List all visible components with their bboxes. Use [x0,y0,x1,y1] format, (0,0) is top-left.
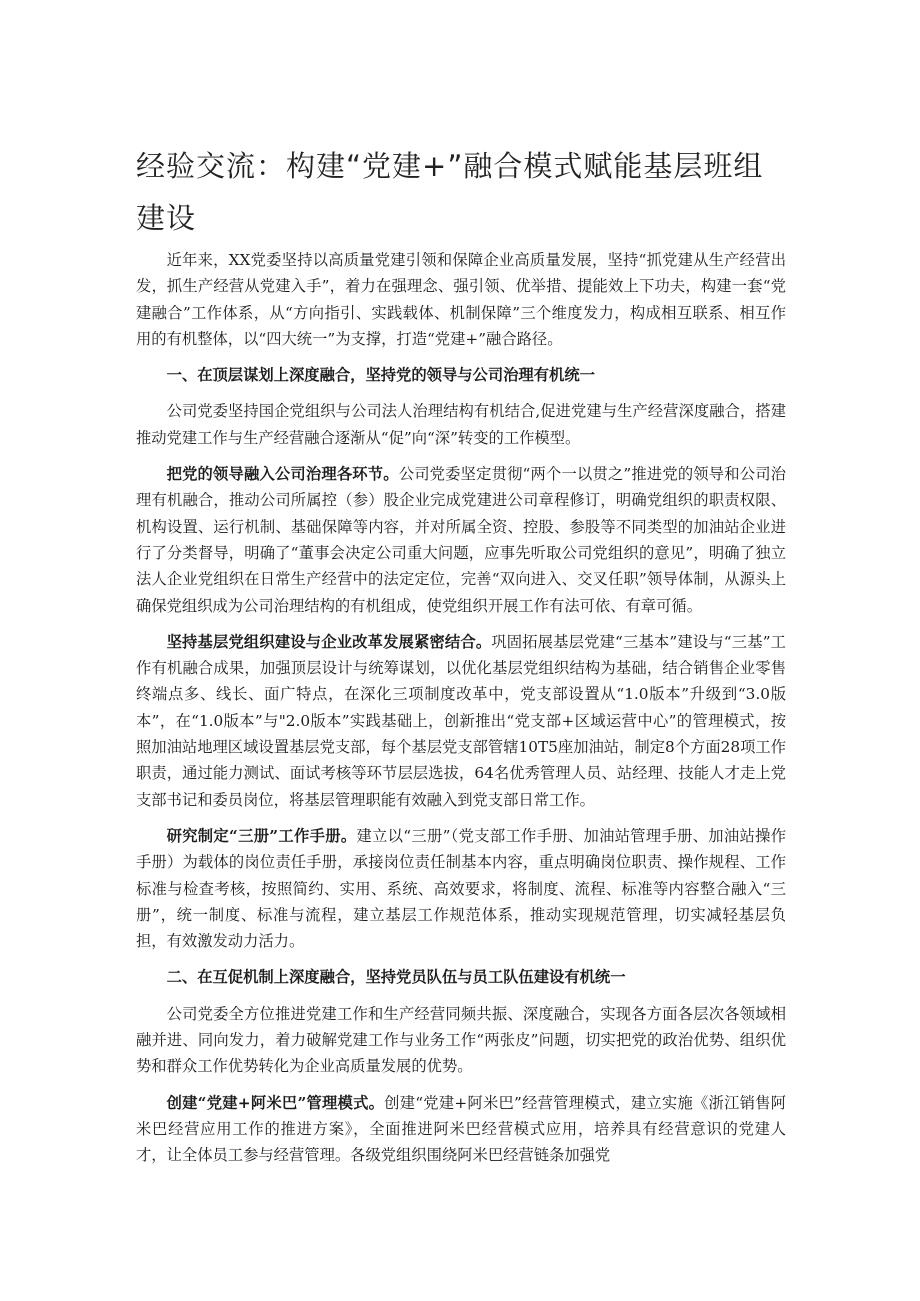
section-2-heading: 二、在互促机制上深度融合，坚持党员队伍与员工队伍建设有机统一 [166,968,626,987]
section-1-item-3 [136,823,786,954]
item-lead: 研究制定“三册”工作手册。 [166,826,357,845]
section-2-paragraph: 公司党委全方位推进党建工作和生产经营同频共振、深度融合，实现各方面各层次各领域相融并进、同向发力，着力破解党建工作与业务工作“两张皮”问题，切实把党的政治优势、组织优势和群众工作优势转化为企业高质量发展的优势。 [136,1004,786,1076]
item-text: 创建“党建+阿米巴”经营管理模式，建立实施《浙江销售阿米巴经营应用工作的推进方案》，全面推进阿米巴经营模式应用，培养具有经营意识的党建人才，让全体员工参与经营管理。各级党组织围绕阿米巴经营链条加强党 [136,1093,786,1165]
document-title: 经验交流：构建“党建+”融合模式赋能基层班组建设 [136,149,764,235]
section-1-item-2 [136,629,786,813]
document-body [136,247,786,1179]
item-lead: 创建“党建+阿米巴”管理模式。 [166,1093,385,1112]
section-1-item-1 [136,461,786,619]
section-1-heading: 一、在顶层谋划上深度融合，坚持党的领导与公司治理有机统一 [166,366,595,385]
section-2-item-1 [136,1090,786,1169]
item-text: 建立以“三册”（党支部工作手册、加油站管理手册、加油站操作手册）为载体的岗位责任手册，承接岗位责任制基本内容，重点明确岗位职责、操作规程、工作标准与检查考核，按照简约、实用、系统、高效要求，将制度、流程、标准等内容整合融入“三册”，统一制度、标准与流程，建立基层工作规范体系，推动实现规范管理，切实减轻基层负担，有效激发动力活力。 [136,826,786,951]
intro-paragraph: 近年来，XX党委坚持以高质量党建引领和保障企业高质量发展，坚持“抓党建从生产经营出发，抓生产经营从党建入手”，着力在强理念、强引领、优举措、提能效上下功夫，构建一套“党建融合”工作体系，从“方向指引、实践载体、机制保障”三个维度发力，构成相互联系、相互作用的有机整体，以“四大统一”为支撑，打造“党建+”融合路径。 [136,251,786,348]
item-text: 巩固拓展基层党建“三基本”建设与“三基”工作有机融合成果，加强顶层设计与统筹谋划，以优化基层党组织结构为基础，结合销售企业零售终端点多、线长、面广特点，在深化三项制度改革中，党支部设置从“1.0版本”升级到“3.0版本”，在“1.0版本”与"2.0版本”实践基础上，创新推出“党支部+区域运营中心”的管理模式，按照加油站地理区域设置基层党支部，每个基层党支部管辖10T5座加油站，制定8个方面28项工作职责，通过能力测试、面试考核等环节层层选拔，64名优秀管理人员、站经理、技能人才走上党支部书记和委员岗位，将基层管理职能有效融入到党支部日常工作。 [136,632,786,809]
section-1-paragraph: 公司党委坚持国企党组织与公司法人治理结构有机结合,促进党建与生产经营深度融合，搭建推动党建工作与生产经营融合逐渐从“促”向“深”转变的工作模型。 [136,402,786,447]
item-lead: 坚持基层党组织建设与企业改革发展紧密结合。 [166,632,492,651]
item-text: 公司党委坚定贯彻“两个一以贯之”推进党的领导和公司治理有机融合，推动公司所属控（参）股企业完成党建进公司章程修订，明确党组织的职责权限、机构设置、运行机制、基础保障等内容，并对所属全资、控股、参股等不同类型的加油站企业进行了分类督导，明确了“董事会决定公司重大问题，应事先听取公司党组织的意见”，明确了独立法人企业党组织在日常生产经营中的法定定位，完善“双向进入、交叉任职”领导体制，从源头上确保党组织成为公司治理结构的有机组成，使党组织开展工作有法可依、有章可循。 [136,465,786,615]
item-lead: 把党的领导融入公司治理各环节。 [166,465,399,484]
